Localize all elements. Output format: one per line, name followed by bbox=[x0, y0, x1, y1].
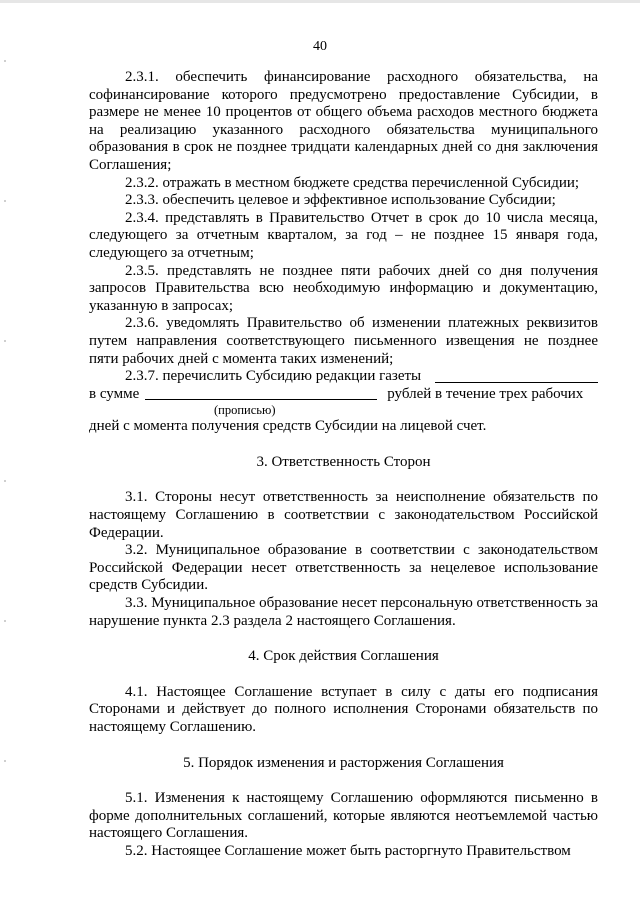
clause-4-1: 4.1. Настоящее Соглашение вступает в силу с даты его подписания Сторонами и действует до полного исполнения Сторонами обязательств по настоящему Соглашению. bbox=[89, 683, 598, 735]
clause-3-3: 3.3. Муниципальное образование несет персональную ответственность за нарушение пункта 2.3 раздела 2 настоящего Соглашения. bbox=[89, 595, 598, 629]
clause-2-3-7-text: 2.3.7. перечислить Субсидию редакции газеты bbox=[125, 368, 422, 385]
amount-blank bbox=[145, 386, 377, 400]
scan-left-margin-marks bbox=[4, 60, 6, 880]
spacer bbox=[89, 737, 598, 755]
clause-2-3-7-line3: дней с момента получения средств Субсидии на лицевой счет. bbox=[89, 418, 487, 435]
clause-2-3-7-line2 bbox=[89, 386, 598, 404]
spacer bbox=[89, 666, 598, 684]
section-3-heading: 3. Ответственность Сторон bbox=[256, 453, 431, 470]
amount-label: в сумме bbox=[89, 385, 140, 402]
clause-2-3-2: 2.3.2. отражать в местном бюджете средства перечисленной Субсидии; bbox=[125, 174, 580, 191]
page-number: 40 bbox=[313, 39, 327, 54]
document-body bbox=[89, 69, 598, 861]
clause-2-3-4: 2.3.4. представлять в Правительство Отчет в срок до 10 числа месяца, следующего за отчетным кварталом, за год – не позднее 15 января года, следующего за отчетным; bbox=[89, 209, 598, 261]
newspaper-name-blank bbox=[435, 369, 598, 383]
clause-3-1: 3.1. Стороны несут ответственность за неисполнение обязательств по настоящему Соглашению в соответствии с законодательством Российской Федерации. bbox=[89, 489, 598, 541]
clause-5-2: 5.2. Настоящее Соглашение может быть расторгнуто Правительством bbox=[125, 842, 571, 859]
spacer bbox=[89, 436, 598, 454]
clause-5-1: 5.1. Изменения к настоящему Соглашению оформляются письменно в форме дополнительных соглашений, которые являются неотъемлемой частью настоящего Соглашения. bbox=[89, 790, 598, 842]
scan-top-edge bbox=[0, 0, 640, 3]
section-5-heading: 5. Порядок изменения и расторжения Соглашения bbox=[183, 754, 504, 771]
amount-suffix: рублей в течение трех рабочих bbox=[387, 385, 584, 402]
clause-2-3-7-line1 bbox=[89, 368, 598, 386]
clause-2-3-3: 2.3.3. обеспечить целевое и эффективное использование Субсидии; bbox=[125, 192, 556, 209]
section-4-heading: 4. Срок действия Соглашения bbox=[248, 648, 439, 665]
spacer bbox=[89, 772, 598, 790]
clause-3-2: 3.2. Муниципальное образование в соответствии с законодательством Российской Федерации несет ответственность за нецелевое использование средств Субсидии. bbox=[89, 542, 598, 594]
clause-2-3-1: 2.3.1. обеспечить финансирование расходного обязательства, на софинансирование которого предусмотрено предоставление Субсидии, в размере не менее 10 процентов от общего объема расходов местного бюджета на реализацию указанного расходного обязательства муниципального образования в срок не позднее тридцати календарных дней со дня заключения Соглашения; bbox=[89, 69, 598, 173]
spacer bbox=[89, 630, 598, 648]
clause-2-3-5: 2.3.5. представлять не позднее пяти рабочих дней со дня получения запросов Правительства всю необходимую информацию и документацию, указанную в запросах; bbox=[89, 262, 598, 314]
amount-caption: (прописью) bbox=[214, 403, 276, 418]
clause-2-3-6: 2.3.6. уведомлять Правительство об изменении платежных реквизитов путем направления соответствующего письменного извещения не позднее пяти рабочих дней с момента таких изменений; bbox=[89, 315, 598, 367]
spacer bbox=[89, 471, 598, 489]
